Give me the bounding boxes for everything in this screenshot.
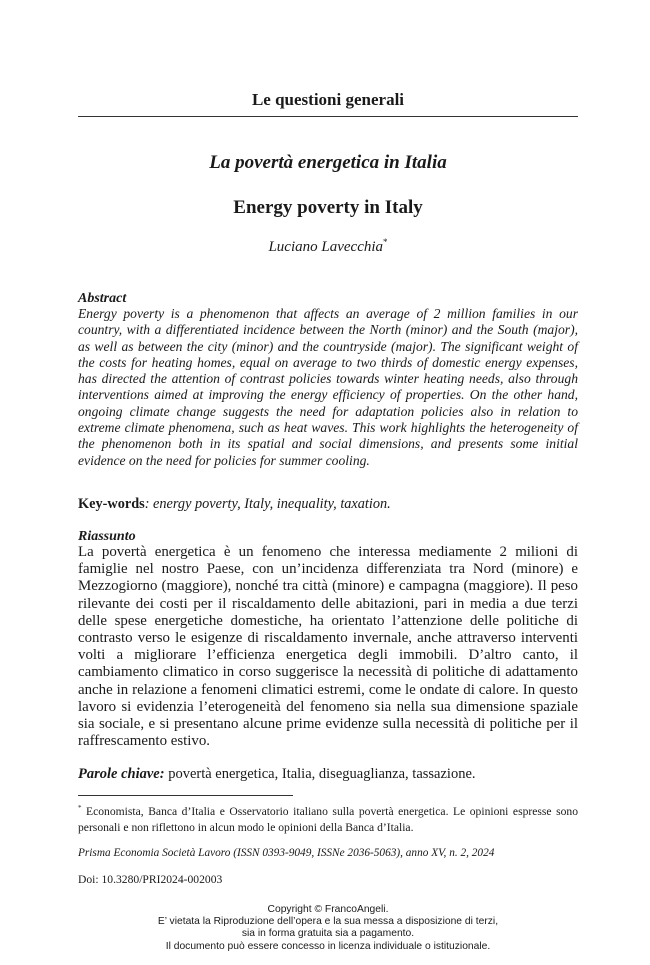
footnote [78,800,578,836]
copyright-line-1: Copyright © FrancoAngeli. [267,904,389,915]
section-header: Le questioni generali [251,90,405,109]
copyright-line-2: E’ vietata la Riproduzione dell’opera e la sua messa a disposizione di terzi, [157,916,499,928]
keywords-text: : energy poverty, Italy, inequality, taxation. [144,496,391,512]
title-english: Energy poverty in Italy [233,197,423,218]
parole-chiave-line [78,766,578,783]
abstract-text: Energy poverty is a phenomenon that affects an average of 2 million families in our country, with a differentiated incidence between the North (minor) and the South (major), as well as between the city (minor) and the countryside (major). The significant weight of the costs for heating homes, equal on average to two thirds of domestic energy expenses, has directed the attention of contrast policies towards winter heating needs, also through interventions aimed at improving the energy efficiency of properties. On the other hand, ongoing climate change suggests the need for adaptation policies also in relation to extreme climate phenomena, such as heat waves. This work highlights the heterogeneity of the phenomenon both in its spatial and social dimensions, and presents some initial evidence on the need for policies for summer cooling. [78,306,578,468]
footnote-text: Economista, Banca d’Italia e Osservatorio italiano sulla povertà energetica. Le opinioni espresse sono personali e non riflettono in alcun modo le opinioni della Banca d’Italia. [78,804,578,834]
parole-chiave-label: Parole chiave: [78,766,165,782]
footnote-mark: * [78,804,82,812]
copyright-notice [78,904,578,953]
riassunto-text: La povertà energetica è un fenomeno che interessa mediamente 2 milioni di famiglie nel nostro Paese, con un’incidenza differenziata tra Nord (minore) e Mezzogiorno (maggiore), nonché tra città (minore) e campagna (maggiore). Il peso rilevante dei costi per il riscaldamento delle abitazioni, pari in media a due terzi delle spese energetiche domestiche, ha orientato l’attenzione delle politiche di contrasto verso le esigenze di riscaldamento invernale, anche attraverso interventi volti a migliorare l’efficienza energetica degli immobili. D’altro canto, il cambiamento climatico in corso suggerisce la necessità di politiche di adattamento anche in relazione a fenomeni climatici estremi, come le ondate di calore. In questo lavoro si evidenzia l’eterogeneità del fenomeno sia nella sua dimensione spaziale sia sociale, e si presentano alcune prime evidenze sulla necessità di politiche per il raffrescamento estivo. [78,544,578,750]
riassunto-heading: Riassunto [78,529,136,544]
keywords-line [78,496,578,513]
parole-chiave-text: povertà energetica, Italia, diseguaglianza, tassazione. [164,766,476,782]
title-italian: La povertà energetica in Italia [209,152,447,173]
copyright-line-3: sia in forma gratuita sia a pagamento. [241,928,415,940]
footnote-divider [78,795,293,796]
author-line [78,237,578,256]
abstract-heading: Abstract [78,291,127,306]
keywords-label: Key-words [78,496,145,512]
copyright-line-4: Il documento può essere concesso in licenza individuale o istituzionale. [165,940,491,952]
header-divider [78,116,578,117]
author-name: Luciano Lavecchia [268,239,384,255]
doi-line: Doi: 10.3280/PRI2024-002003 [78,873,223,886]
author-footnote-mark: * [383,237,388,247]
journal-citation: Prisma Economia Società Lavoro (ISSN 0393-9049, ISSNe 2036-5063), anno XV, n. 2, 2024 [78,847,495,859]
